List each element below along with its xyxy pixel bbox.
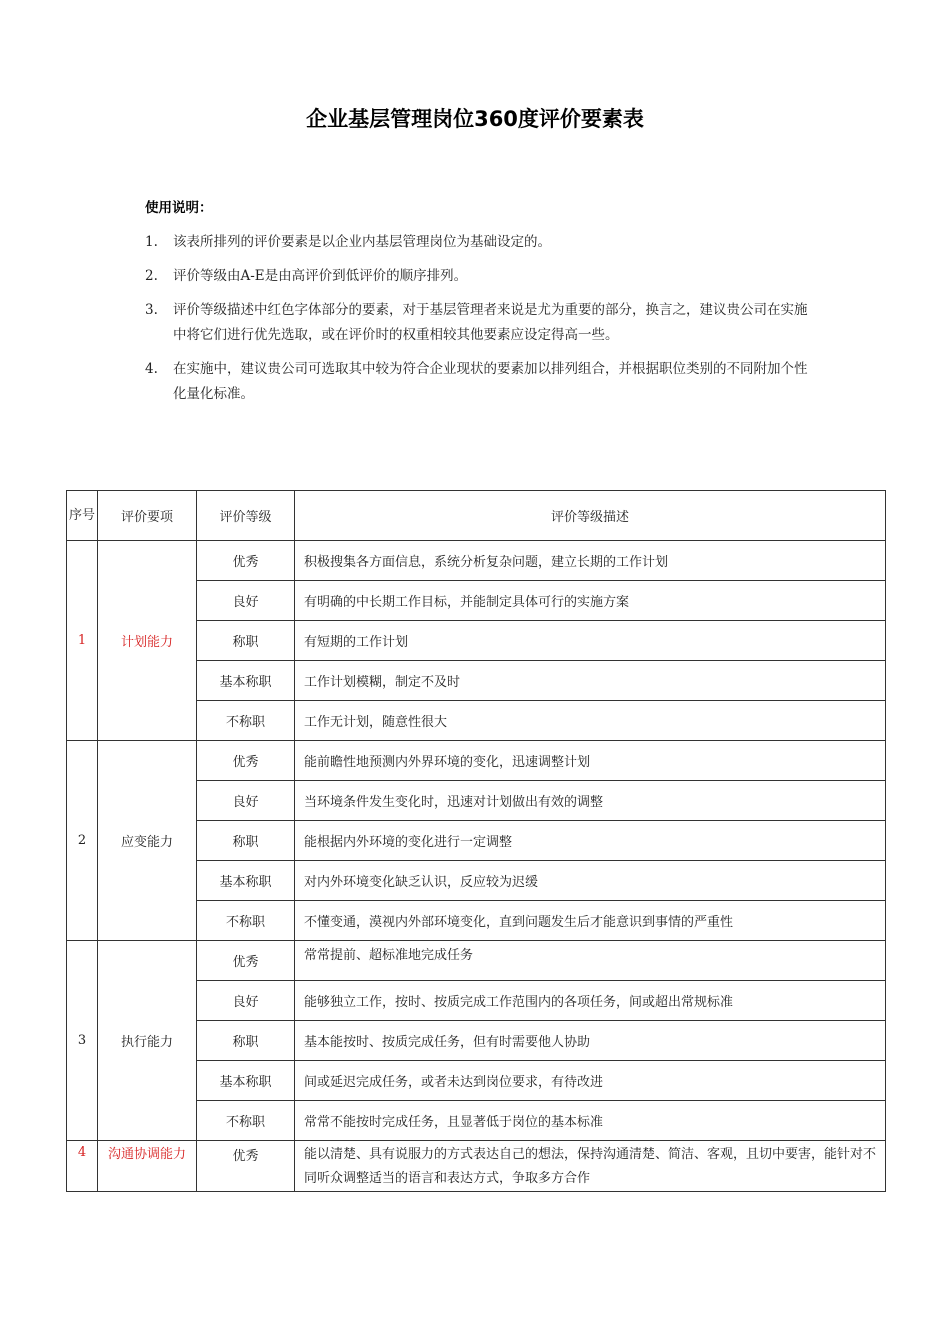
usage-item [145,298,810,348]
usage-item [145,357,810,407]
header-desc: 评价等级描述 [295,491,886,541]
cell-eval-item: 计划能力 [98,541,197,741]
cell-description: 不懂变通，漠视内外部环境变化，直到问题发生后才能意识到事情的严重性 [295,901,886,941]
usage-item-text: 评价等级描述中红色字体部分的要素，对于基层管理者来说是尤为重要的部分，换言之，建议贵公司在实施中将它们进行优先选取，或在评价时的权重相较其他要素应设定得高一些。 [173,302,808,343]
table-header-row [67,491,886,541]
page-title: 企业基层管理岗位360度评价要素表 [306,107,644,131]
cell-description: 工作无计划，随意性很大 [295,701,886,741]
cell-level: 基本称职 [197,661,295,701]
cell-level: 基本称职 [197,861,295,901]
cell-level: 优秀 [197,941,295,981]
cell-description: 基本能按时、按质完成任务，但有时需要他人协助 [295,1021,886,1061]
cell-level: 不称职 [197,701,295,741]
cell-description: 对内外环境变化缺乏认识，反应较为迟缓 [295,861,886,901]
usage-item-text: 在实施中，建议贵公司可选取其中较为符合企业现状的要素加以排列组合，并根据职位类别的不同附加个性化量化标准。 [173,361,808,402]
cell-seq: 4 [67,1141,98,1192]
cell-description: 能够独立工作，按时、按质完成工作范围内的各项任务，间或超出常规标准 [295,981,886,1021]
cell-level: 不称职 [197,901,295,941]
usage-item-number: 4. [145,361,158,377]
table-row [67,741,886,781]
cell-seq: 1 [67,541,98,741]
cell-level: 良好 [197,581,295,621]
cell-description: 工作计划模糊，制定不及时 [295,661,886,701]
cell-level: 良好 [197,981,295,1021]
cell-level: 优秀 [197,1141,295,1192]
cell-seq: 2 [67,741,98,941]
cell-description: 常常提前、超标准地完成任务 [295,941,886,981]
cell-level: 称职 [197,821,295,861]
usage-list [145,230,810,416]
cell-eval-item: 应变能力 [98,741,197,941]
evaluation-table [66,490,886,1192]
usage-item-text: 评价等级由A-E是由高评价到低评价的顺序排列。 [173,268,468,284]
table-row [67,541,886,581]
cell-level: 优秀 [197,741,295,781]
cell-level: 称职 [197,621,295,661]
cell-description: 间或延迟完成任务，或者未达到岗位要求，有待改进 [295,1061,886,1101]
usage-item [145,264,810,289]
cell-level: 不称职 [197,1101,295,1141]
cell-description: 能根据内外环境的变化进行一定调整 [295,821,886,861]
cell-description: 当环境条件发生变化时，迅速对计划做出有效的调整 [295,781,886,821]
usage-item-number: 1. [145,234,158,250]
header-item: 评价要项 [98,491,197,541]
table-row [67,1141,886,1192]
usage-item-number: 3. [145,302,158,318]
usage-item [145,230,810,255]
header-seq: 序号 [67,491,98,541]
cell-description: 有明确的中长期工作目标，并能制定具体可行的实施方案 [295,581,886,621]
cell-level: 优秀 [197,541,295,581]
cell-seq: 3 [67,941,98,1141]
usage-heading: 使用说明： [145,200,213,216]
usage-item-text: 该表所排列的评价要素是以企业内基层管理岗位为基础设定的。 [173,234,551,250]
cell-description: 常常不能按时完成任务，且显著低于岗位的基本标准 [295,1101,886,1141]
cell-level: 称职 [197,1021,295,1061]
cell-eval-item: 沟通协调能力 [98,1141,197,1192]
table-row [67,941,886,981]
cell-description: 积极搜集各方面信息，系统分析复杂问题，建立长期的工作计划 [295,541,886,581]
cell-level: 良好 [197,781,295,821]
cell-level: 基本称职 [197,1061,295,1101]
cell-description: 能前瞻性地预测内外界环境的变化，迅速调整计划 [295,741,886,781]
usage-item-number: 2. [145,268,158,284]
cell-description: 能以清楚、具有说服力的方式表达自己的想法，保持沟通清楚、简洁、客观，且切中要害，能针对不同听众调整适当的语言和表达方式，争取多方合作 [295,1141,886,1192]
cell-eval-item: 执行能力 [98,941,197,1141]
header-level: 评价等级 [197,491,295,541]
cell-description: 有短期的工作计划 [295,621,886,661]
